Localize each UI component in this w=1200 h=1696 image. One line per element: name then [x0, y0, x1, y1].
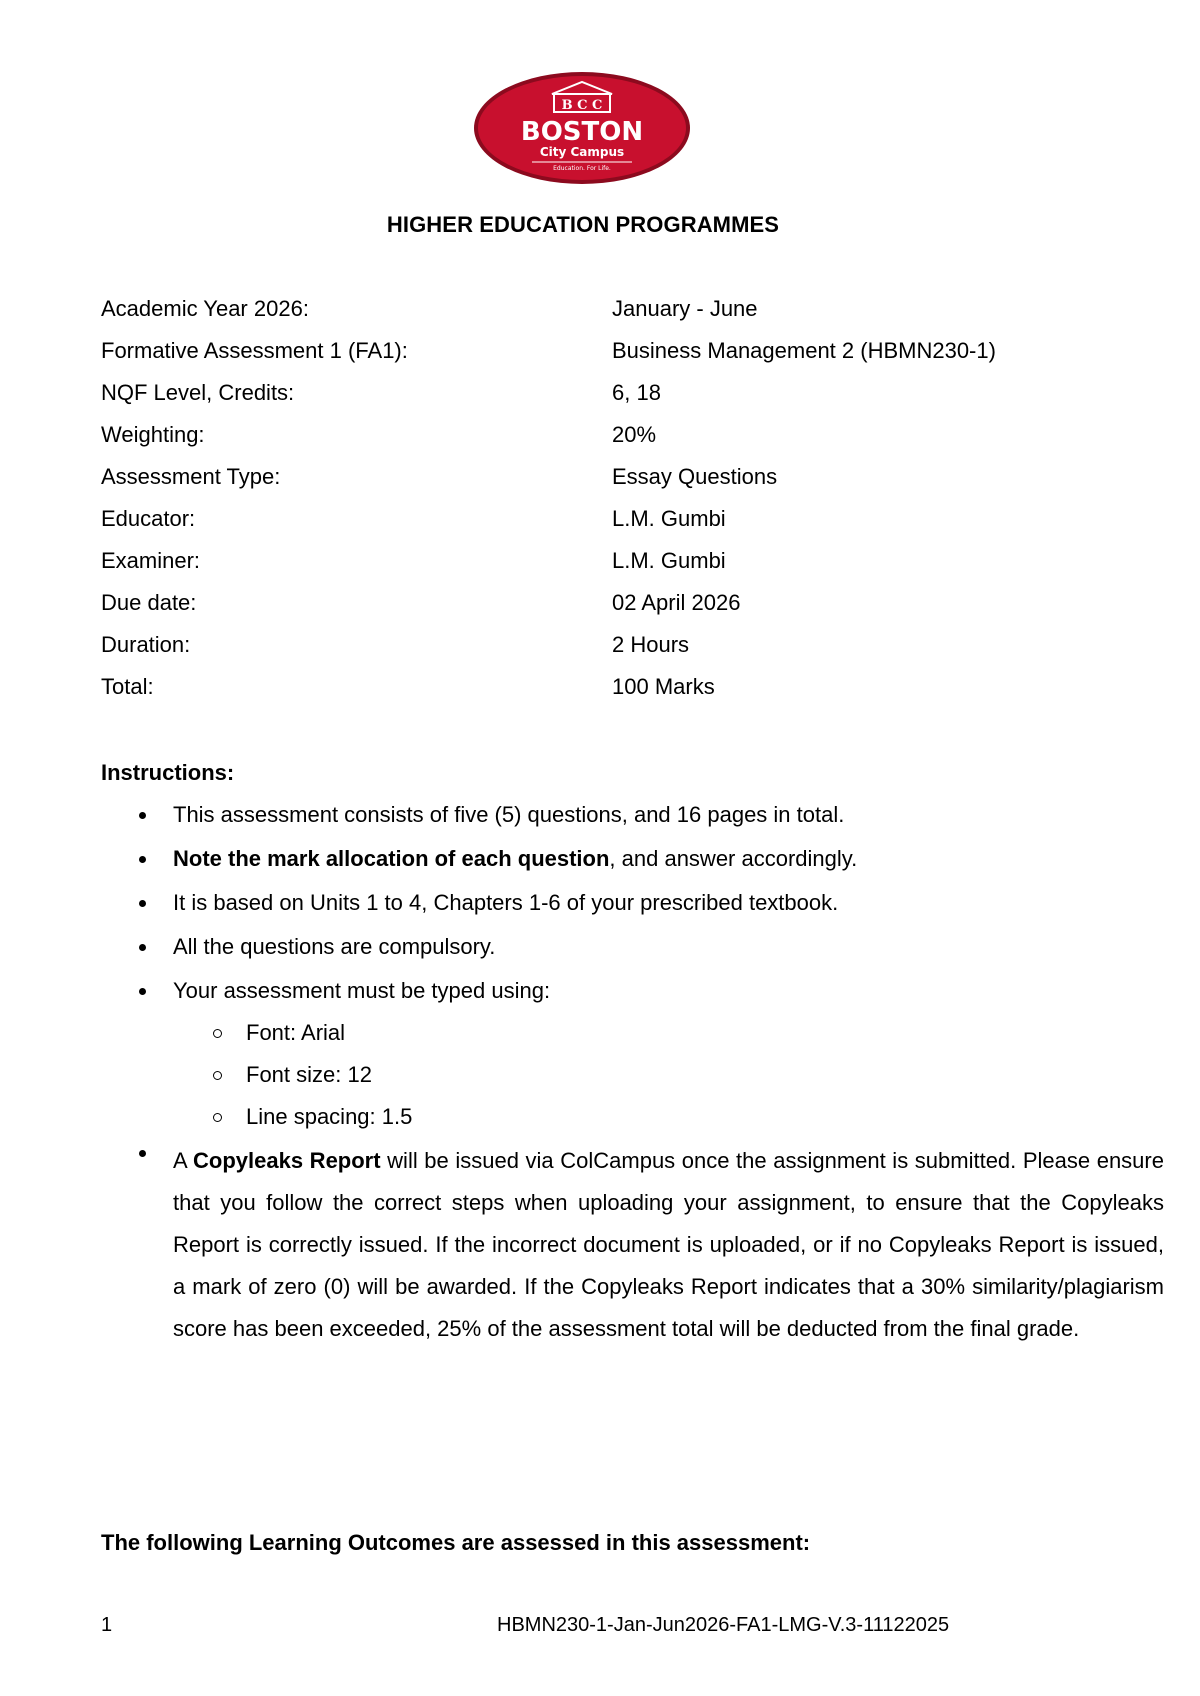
list-item	[101, 802, 1061, 828]
sub-list-item	[101, 1020, 1061, 1046]
info-value: Essay Questions	[612, 464, 778, 489]
bullet-icon	[139, 900, 146, 907]
info-value: January - June	[612, 296, 758, 321]
circle-bullet-icon	[213, 1113, 222, 1122]
page-heading: HIGHER EDUCATION PROGRAMMES	[386, 212, 780, 237]
list-item	[101, 890, 1061, 916]
info-label: Educator:	[101, 506, 196, 531]
info-label: Due date:	[101, 590, 197, 615]
svg-text:City Campus: City Campus	[539, 145, 625, 159]
document-code: HBMN230-1-Jan-Jun2026-FA1-LMG-V.3-11122025	[497, 1614, 950, 1636]
list-item-text: It is based on Units 1 to 4, Chapters 1-6 of your prescribed textbook.	[173, 890, 839, 915]
info-label: Examiner:	[101, 548, 201, 573]
svg-text:Education. For Life.: Education. For Life.	[553, 165, 611, 172]
sub-list-item	[101, 1062, 1061, 1088]
sub-list-item-text: Line spacing: 1.5	[246, 1104, 413, 1129]
info-value: 6, 18	[612, 380, 661, 405]
page-number: 1	[101, 1614, 113, 1636]
sub-list-item-text: Font size: 12	[246, 1062, 372, 1087]
info-row	[101, 548, 1101, 590]
sub-list-item-text: Font: Arial	[246, 1020, 346, 1045]
bullet-icon	[139, 812, 146, 819]
list-item	[101, 978, 1061, 1130]
list-item-text: This assessment consists of five (5) questions, and 16 pages in total.	[173, 802, 845, 827]
info-row	[101, 674, 1101, 716]
info-label: Total:	[101, 674, 154, 699]
info-value: 20%	[612, 422, 657, 447]
info-label: Academic Year 2026:	[101, 296, 309, 321]
list-item-text: A	[173, 1148, 194, 1173]
list-item-text: All the questions are compulsory.	[173, 934, 496, 959]
list-item	[101, 1140, 1164, 1350]
info-row	[101, 464, 1101, 506]
circle-bullet-icon	[213, 1029, 222, 1038]
circle-bullet-icon	[213, 1071, 222, 1080]
info-row	[101, 296, 1101, 338]
list-item-text: Your assessment must be typed using:	[173, 978, 551, 1003]
info-value: L.M. Gumbi	[612, 548, 726, 573]
instructions-heading: Instructions:	[101, 760, 235, 785]
list-item-bold-text: Copyleaks Report	[193, 1148, 381, 1173]
info-label: Formative Assessment 1 (FA1):	[101, 338, 408, 363]
bullet-icon	[139, 988, 146, 995]
info-row	[101, 632, 1101, 674]
info-value: 2 Hours	[612, 632, 690, 657]
list-item	[101, 846, 1061, 872]
list-item-paragraph	[173, 1140, 1164, 1350]
info-row	[101, 422, 1101, 464]
list-item-text: , and answer accordingly.	[609, 846, 858, 871]
bullet-icon	[139, 1150, 146, 1157]
info-value: L.M. Gumbi	[612, 506, 726, 531]
bullet-icon	[139, 944, 146, 951]
info-value: 02 April 2026	[612, 590, 741, 615]
svg-text:B C C: B C C	[561, 98, 603, 113]
boston-city-campus-logo	[472, 70, 692, 186]
assessment-info-table	[101, 296, 1101, 716]
info-value: 100 Marks	[612, 674, 715, 699]
instructions-list	[101, 802, 1164, 1350]
svg-text:BOSTON: BOSTON	[520, 117, 644, 147]
info-label: Assessment Type:	[101, 464, 281, 489]
sub-list-item	[101, 1104, 1061, 1130]
info-value: Business Management 2 (HBMN230-1)	[612, 338, 996, 363]
info-label: NQF Level, Credits:	[101, 380, 295, 405]
list-item-text: will be issued via ColCampus once the assignment is submitted. Please ensure that you follow the correct steps when uploading your assignment, to ensure that the Copyleaks Report is correctly issued. If the incorrect document is uploaded, or if no Copyleaks Report is issued, a mark of zero (0) will be awarded. If the Copyleaks Report indicates that a 30% similarity/plagiarism score has been exceeded, 25% of the assessment total will be deducted from the final grade.	[173, 1148, 1164, 1341]
info-label: Weighting:	[101, 422, 205, 447]
info-row	[101, 506, 1101, 548]
info-row	[101, 380, 1101, 422]
bullet-icon	[139, 856, 146, 863]
info-row	[101, 338, 1101, 380]
learning-outcomes-heading: The following Learning Outcomes are assessed in this assessment:	[101, 1530, 811, 1555]
list-item-bold-text: Note the mark allocation of each question	[173, 846, 610, 871]
list-item	[101, 934, 1061, 960]
info-row	[101, 590, 1101, 632]
info-label: Duration:	[101, 632, 191, 657]
